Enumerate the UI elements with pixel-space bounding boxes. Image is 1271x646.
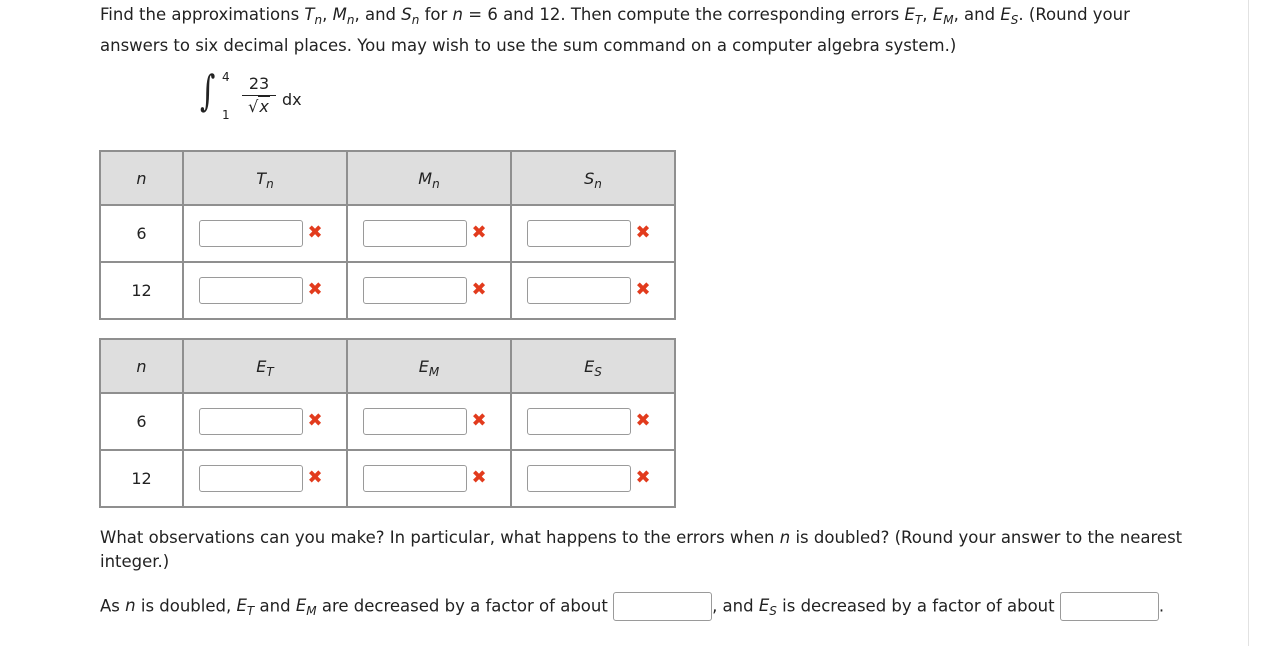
answer-text: , and <box>712 596 759 616</box>
incorrect-x-icon: ✖ <box>471 410 487 431</box>
header-sub: M <box>428 364 440 379</box>
header-tn <box>183 151 347 205</box>
radical-sign: √ <box>248 97 259 116</box>
sub-n: n <box>314 13 323 27</box>
header-sub: n <box>266 176 274 191</box>
observation-question <box>100 526 1200 574</box>
var-e: E <box>1000 5 1011 24</box>
header-em <box>347 339 511 393</box>
cell-s12 <box>511 262 675 319</box>
observation-text: is doubled? (Round your answer to the nearest integer.) <box>100 528 1183 571</box>
factor-tm-input[interactable] <box>613 592 712 621</box>
sub-t: T <box>914 13 923 27</box>
panel-border <box>1248 0 1249 646</box>
sub-m: M <box>306 604 317 618</box>
header-sub: n <box>594 176 602 191</box>
es6-input[interactable] <box>527 408 631 435</box>
var-e: E <box>904 5 915 24</box>
cell-s6 <box>511 205 675 262</box>
em12-input[interactable] <box>363 465 467 492</box>
sub-s: S <box>1010 13 1019 27</box>
header-label: E <box>418 356 429 376</box>
incorrect-x-icon: ✖ <box>307 279 323 300</box>
approximations-table <box>99 150 676 320</box>
row-n-value: 6 <box>100 205 183 262</box>
problem-statement <box>100 0 1220 60</box>
problem-text: . (Round your <box>1018 5 1130 24</box>
t6-input[interactable] <box>199 220 303 247</box>
header-sub: n <box>432 176 440 191</box>
et12-input[interactable] <box>199 465 303 492</box>
table-row <box>100 393 675 450</box>
answer-text: As <box>100 596 126 616</box>
header-label: S <box>584 168 595 188</box>
table-row <box>100 205 675 262</box>
header-label: T <box>256 168 267 188</box>
var-m: M <box>332 5 347 24</box>
incorrect-x-icon: ✖ <box>307 222 323 243</box>
var-n: n <box>779 528 791 547</box>
integral-upper-limit: 4 <box>222 70 230 84</box>
var-n: n <box>452 5 464 24</box>
integral-differential: dx <box>282 90 302 109</box>
header-label: E <box>584 356 595 376</box>
radicand: x <box>259 97 269 116</box>
and-text: , and <box>953 5 1001 24</box>
cell-em12 <box>347 450 511 507</box>
integral-numerator: 23 <box>242 74 276 96</box>
integral-lower-limit: 1 <box>222 108 230 122</box>
answer-text: is decreased by a factor of about <box>776 596 1055 616</box>
cell-t6 <box>183 205 347 262</box>
problem-text: = 6 and 12. Then compute the corresponding errors <box>463 5 905 24</box>
problem-text: Find the approximations <box>100 5 305 24</box>
row-n-value: 12 <box>100 450 183 507</box>
var-n: n <box>125 596 136 615</box>
incorrect-x-icon: ✖ <box>307 410 323 431</box>
incorrect-x-icon: ✖ <box>471 467 487 488</box>
sub-n: n <box>346 13 355 27</box>
cell-et12 <box>183 450 347 507</box>
header-mn <box>347 151 511 205</box>
comma: , <box>922 5 933 24</box>
header-n <box>100 151 183 205</box>
sub-t: T <box>246 604 255 618</box>
m12-input[interactable] <box>363 277 467 304</box>
answer-text: and <box>254 596 296 616</box>
row-n-value: 6 <box>100 393 183 450</box>
answer-sentence <box>100 592 1250 622</box>
sub-m: M <box>943 13 954 27</box>
var-e: E <box>758 596 770 615</box>
sub-n: n <box>411 13 420 27</box>
incorrect-x-icon: ✖ <box>471 222 487 243</box>
s12-input[interactable] <box>527 277 631 304</box>
row-n-value: 12 <box>100 262 183 319</box>
cell-et6 <box>183 393 347 450</box>
problem-text-line2: answers to six decimal places. You may wish to use the sum command on a computer algebra system.) <box>100 36 957 55</box>
incorrect-x-icon: ✖ <box>635 279 651 300</box>
table-row <box>100 450 675 507</box>
integral-expression <box>200 66 340 132</box>
observation-text: What observations can you make? In particular, what happens to the errors when <box>100 528 780 547</box>
s6-input[interactable] <box>527 220 631 247</box>
var-e: E <box>236 596 247 615</box>
header-sub: S <box>594 364 602 379</box>
integral-denominator <box>242 97 276 116</box>
incorrect-x-icon: ✖ <box>307 467 323 488</box>
t12-input[interactable] <box>199 277 303 304</box>
cell-em6 <box>347 393 511 450</box>
cell-t12 <box>183 262 347 319</box>
table-header-row <box>100 151 675 205</box>
incorrect-x-icon: ✖ <box>635 410 651 431</box>
header-label: n <box>136 356 147 376</box>
m6-input[interactable] <box>363 220 467 247</box>
var-t: T <box>304 5 315 24</box>
cell-es12 <box>511 450 675 507</box>
factor-s-input[interactable] <box>1060 592 1159 621</box>
header-label: n <box>136 168 147 188</box>
header-label: E <box>256 356 267 376</box>
header-sn <box>511 151 675 205</box>
cell-es6 <box>511 393 675 450</box>
em6-input[interactable] <box>363 408 467 435</box>
errors-table <box>99 338 676 508</box>
and-text: , and <box>354 5 402 24</box>
integral-sign: ∫ <box>200 66 216 115</box>
table-header-row <box>100 339 675 393</box>
et6-input[interactable] <box>199 408 303 435</box>
header-sub: T <box>266 364 274 379</box>
header-et <box>183 339 347 393</box>
incorrect-x-icon: ✖ <box>471 279 487 300</box>
var-s: S <box>401 5 412 24</box>
cell-m12 <box>347 262 511 319</box>
answer-period: . <box>1158 596 1165 616</box>
incorrect-x-icon: ✖ <box>635 467 651 488</box>
sub-s: S <box>769 604 777 618</box>
var-e: E <box>295 596 307 615</box>
comma: , <box>322 5 333 24</box>
answer-text: is doubled, <box>135 596 237 616</box>
incorrect-x-icon: ✖ <box>635 222 651 243</box>
header-es <box>511 339 675 393</box>
table-row <box>100 262 675 319</box>
answer-text: are decreased by a factor of about <box>316 596 608 616</box>
problem-text: for <box>419 5 453 24</box>
header-n <box>100 339 183 393</box>
header-label: M <box>418 168 433 188</box>
es12-input[interactable] <box>527 465 631 492</box>
cell-m6 <box>347 205 511 262</box>
var-e: E <box>932 5 944 24</box>
